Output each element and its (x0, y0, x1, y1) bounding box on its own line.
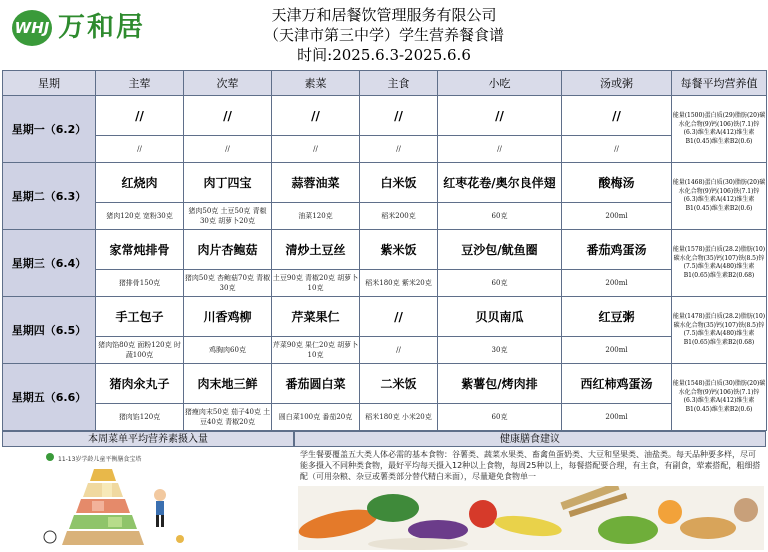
dish-side-meat: 肉丁四宝 (184, 163, 272, 203)
dish-staple: // (360, 297, 438, 337)
dish-quantity: 猪肉馅80克 面粉120克 时蔬100克 (96, 337, 184, 364)
dish-main-meat: 红烧肉 (96, 163, 184, 203)
nutrition-values: 能量(1468)蛋白质(30)脂肪(20)碳水化合物(9)钙(106)铁(7.1)锌(6.3)维生素A(412)维生素B1(0.45)维生素B2(0.6) (672, 163, 767, 230)
dish-vegetable: // (272, 96, 360, 136)
dish-quantity: 猪肉50克 土豆50克 青椒30克 胡萝卜20克 (184, 203, 272, 230)
dish-soup: 酸梅汤 (562, 163, 672, 203)
column-header: 汤或粥 (562, 71, 672, 96)
dish-staple: 白米饭 (360, 163, 438, 203)
dish-side-meat: 肉末地三鲜 (184, 364, 272, 404)
dish-side-meat: // (184, 96, 272, 136)
dish-vegetable: 番茄圆白菜 (272, 364, 360, 404)
nutrition-values: 能量(1548)蛋白质(30)脂肪(20)碳水化合物(9)钙(106)铁(7.1)锌(6.3)维生素A(412)维生素B1(0.45)维生素B2(0.6) (672, 364, 767, 431)
dish-staple: 二米饭 (360, 364, 438, 404)
logo-badge-icon: WHJ (12, 10, 52, 46)
column-header: 星期 (3, 71, 96, 96)
dish-snack: 紫薯包/烤肉排 (438, 364, 562, 404)
day-label: 星期四（6.5） (3, 297, 96, 364)
dish-quantity: 猪肉50克 杏鲍菇70克 青椒30克 (184, 270, 272, 297)
dish-quantity: 稻米180克 小米20克 (360, 404, 438, 431)
healthy-diet-title: 健康膳食建议 (294, 431, 766, 447)
dish-quantity: 200ml (562, 203, 672, 230)
table-row (3, 136, 767, 163)
column-header: 主荤 (96, 71, 184, 96)
table-row (3, 96, 767, 136)
column-header: 素菜 (272, 71, 360, 96)
table-row (3, 337, 767, 364)
dish-soup: 番茄鸡蛋汤 (562, 230, 672, 270)
company-name: 天津万和居餐饮管理服务有限公司 (271, 6, 497, 24)
page-header (0, 0, 768, 70)
dish-snack: 贝贝南瓜 (438, 297, 562, 337)
pyramid-logo-icon (46, 453, 54, 461)
pyramid-title: 11-13岁学龄儿童平衡膳食宝塔 (58, 456, 142, 463)
dish-vegetable: 芹菜果仁 (272, 297, 360, 337)
dish-soup: 红豆粥 (562, 297, 672, 337)
dish-main-meat: 手工包子 (96, 297, 184, 337)
bottom-section (2, 431, 766, 552)
dish-quantity: 油菜120克 (272, 203, 360, 230)
column-header: 次荤 (184, 71, 272, 96)
food-pyramid-icon (42, 467, 192, 549)
dish-quantity: 200ml (562, 404, 672, 431)
dish-quantity: 鸡胸肉60克 (184, 337, 272, 364)
table-row (3, 404, 767, 431)
dish-quantity: // (360, 337, 438, 364)
weekly-menu-table (2, 70, 767, 431)
dish-side-meat: 肉片杏鲍菇 (184, 230, 272, 270)
dish-quantity: 猪排骨150克 (96, 270, 184, 297)
dish-vegetable: 蒜蓉油菜 (272, 163, 360, 203)
dish-quantity: // (360, 136, 438, 163)
table-header-row (3, 71, 767, 96)
table-row (3, 230, 767, 270)
dish-quantity: 芹菜90克 果仁20克 胡萝卜10克 (272, 337, 360, 364)
table-row (3, 297, 767, 337)
dish-snack: 豆沙包/鱿鱼圈 (438, 230, 562, 270)
table-row (3, 203, 767, 230)
nutrition-values: 能量(1578)蛋白质(28.2)脂肪(10)碳水化合物(35)钙(107)铁(8.5)锌(7.5)维生素A(480)维生素B1(0.65)维生素B2(0.68) (672, 230, 767, 297)
dish-snack: 红枣花卷/奥尔良伴翅 (438, 163, 562, 203)
dish-quantity: 30克 (438, 337, 562, 364)
dish-quantity: // (96, 136, 184, 163)
table-row (3, 364, 767, 404)
column-header: 小吃 (438, 71, 562, 96)
table-row (3, 163, 767, 203)
dish-quantity: 60克 (438, 404, 562, 431)
menu-period: 时间:2025.6.3-2025.6.6 (297, 46, 471, 64)
dish-quantity: // (438, 136, 562, 163)
dish-main-meat: // (96, 96, 184, 136)
vegetables-photo (298, 486, 764, 550)
column-header: 每餐平均营养值 (672, 71, 767, 96)
dish-quantity: 200ml (562, 270, 672, 297)
dish-quantity: 猪肉馅120克 (96, 404, 184, 431)
healthy-diet-advice: 学生餐要覆盖五大类人体必需的基本食物：谷薯类、蔬菜水果类、畜禽鱼蛋奶类、大豆和坚果类、油盐类。每天品种要多样，尽可能多摄入不同种类食物，最好平均每天摄入12种以上食物，每周25种以上，每餐搭配要合理，有主食，有副食，荤素搭配，粗细搭配（可用杂粮、杂豆或薯类部分替代精白米面），尽量避免食物单一 (300, 450, 761, 481)
menu-title: （天津市第三中学）学生营养餐食谱 (263, 26, 504, 44)
day-label: 星期三（6.4） (3, 230, 96, 297)
day-label: 星期二（6.3） (3, 163, 96, 230)
day-label: 星期一（6.2） (3, 96, 96, 163)
dish-snack: // (438, 96, 562, 136)
dish-staple: // (360, 96, 438, 136)
dish-staple: 紫米饭 (360, 230, 438, 270)
dish-quantity: // (562, 136, 672, 163)
dish-quantity: // (272, 136, 360, 163)
dish-quantity: 稻米200克 (360, 203, 438, 230)
dish-quantity: 稻米180克 紫米20克 (360, 270, 438, 297)
dish-quantity: 圆白菜100克 番茄20克 (272, 404, 360, 431)
table-row (3, 270, 767, 297)
nutrient-intake-title: 本周菜单平均营养素摄入量 (2, 431, 294, 447)
dish-quantity: 土豆90克 青椒20克 胡萝卜10克 (272, 270, 360, 297)
dish-soup: 西红柿鸡蛋汤 (562, 364, 672, 404)
dish-quantity: 猪肉120克 宽粉30克 (96, 203, 184, 230)
dish-main-meat: 家常炖排骨 (96, 230, 184, 270)
dish-quantity: // (184, 136, 272, 163)
dish-quantity: 猪瘦肉末50克 茄子40克 土豆40克 青椒20克 (184, 404, 272, 431)
day-label: 星期五（6.6） (3, 364, 96, 431)
dish-vegetable: 清炒土豆丝 (272, 230, 360, 270)
dish-quantity: 60克 (438, 203, 562, 230)
nutrition-values: 能量(1478)蛋白质(28.2)脂肪(10)碳水化合物(35)钙(107)铁(8.5)锌(7.5)维生素A(480)维生素B1(0.65)维生素B2(0.68) (672, 297, 767, 364)
nutrition-values: 能量(1500)蛋白质(29)脂肪(20)碳水化合物(9)钙(106)铁(7.1)锌(6.3)维生素A(412)维生素B1(0.45)维生素B2(0.6) (672, 96, 767, 163)
dish-quantity: 60克 (438, 270, 562, 297)
dish-soup: // (562, 96, 672, 136)
dish-main-meat: 猪肉氽丸子 (96, 364, 184, 404)
dish-side-meat: 川香鸡柳 (184, 297, 272, 337)
logo-text: 万和居 (58, 12, 145, 43)
column-header: 主食 (360, 71, 438, 96)
dish-quantity: 200ml (562, 337, 672, 364)
